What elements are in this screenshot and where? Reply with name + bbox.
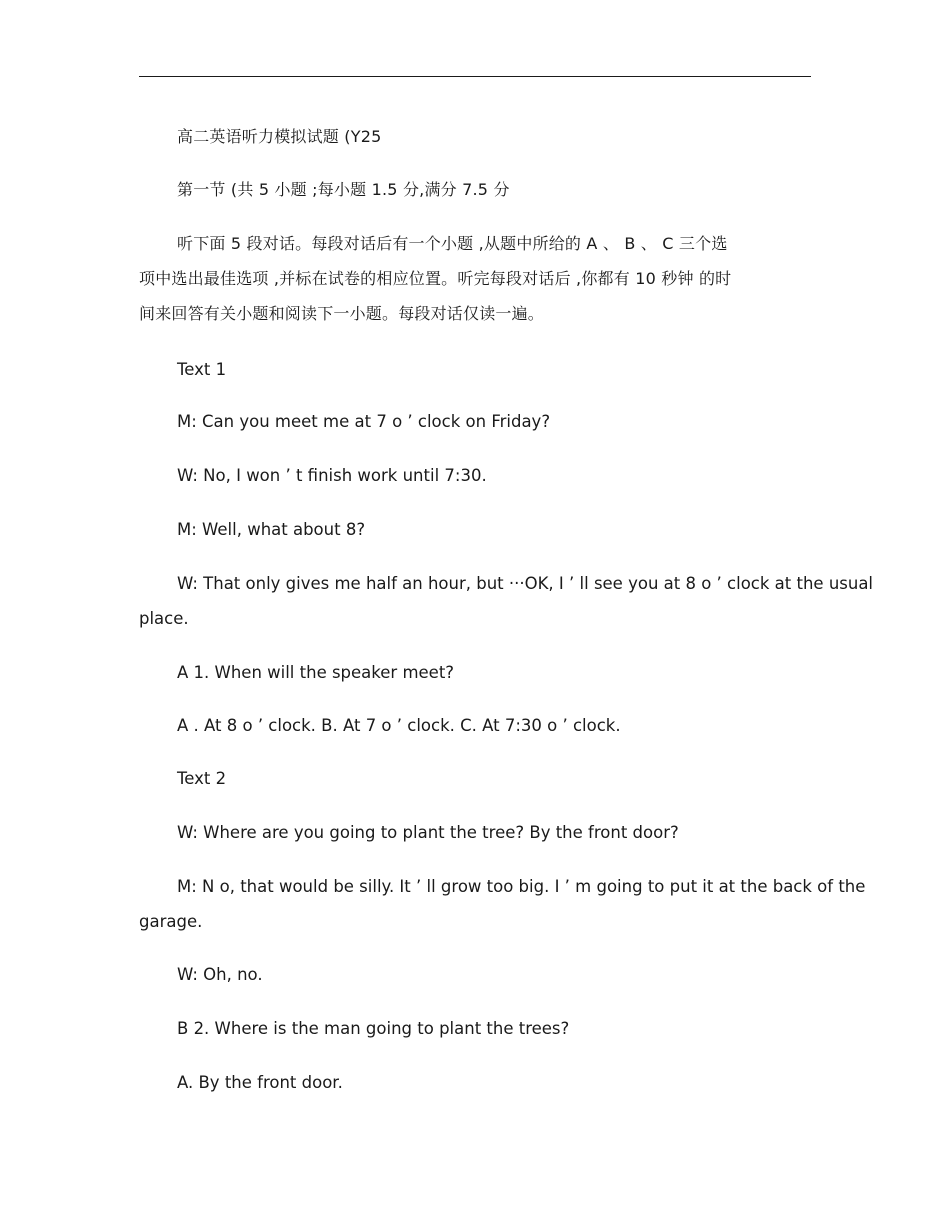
instruction-line-3: 间来回答有关小题和阅读下一小题。每段对话仅读一遍。 bbox=[139, 304, 545, 323]
question-2-option-a: A. By the front door. bbox=[177, 1073, 343, 1092]
text2-reply: W: Oh, no. bbox=[177, 965, 263, 984]
text2-continuation: garage. bbox=[139, 912, 203, 931]
text1-line-2: W: No, I won ’ t finish work until 7:30. bbox=[177, 466, 487, 485]
text1-continuation: place. bbox=[139, 609, 189, 628]
question-1-options: A . At 8 o ’ clock. B. At 7 o ’ clock. C. At 7:30 o ’ clock. bbox=[177, 716, 621, 735]
text1-line-4: W: That only gives me half an hour, but ···OK, I ’ ll see you at 8 o ’ clock at the usual bbox=[177, 574, 874, 593]
header-rule bbox=[139, 76, 811, 77]
instruction-line-1: 听下面 5 段对话。每段对话后有一个小题 ,从题中所给的 A 、 B 、 C 三个选 bbox=[177, 234, 728, 253]
text1-heading: Text 1 bbox=[177, 360, 227, 379]
text2-heading: Text 2 bbox=[177, 769, 227, 788]
question-2: B 2. Where is the man going to plant the trees? bbox=[177, 1019, 570, 1038]
exam-title: 高二英语听力模拟试题 (Y25 bbox=[177, 127, 382, 146]
section-heading: 第一节 (共 5 小题 ;每小题 1.5 分,满分 7.5 分 bbox=[177, 180, 510, 199]
text1-line-1: M: Can you meet me at 7 o ’ clock on Friday? bbox=[177, 412, 551, 431]
text2-line-1: W: Where are you going to plant the tree? By the front door? bbox=[177, 823, 679, 842]
instruction-line-2: 项中选出最佳选项 ,并标在试卷的相应位置。听完每段对话后 ,你都有 10 秒钟 的时 bbox=[139, 269, 732, 288]
text1-line-3: M: Well, what about 8? bbox=[177, 520, 366, 539]
question-1: A 1. When will the speaker meet? bbox=[177, 663, 455, 682]
text2-line-2: M: N o, that would be silly. It ’ ll grow too big. I ’ m going to put it at the back of the bbox=[177, 877, 866, 896]
